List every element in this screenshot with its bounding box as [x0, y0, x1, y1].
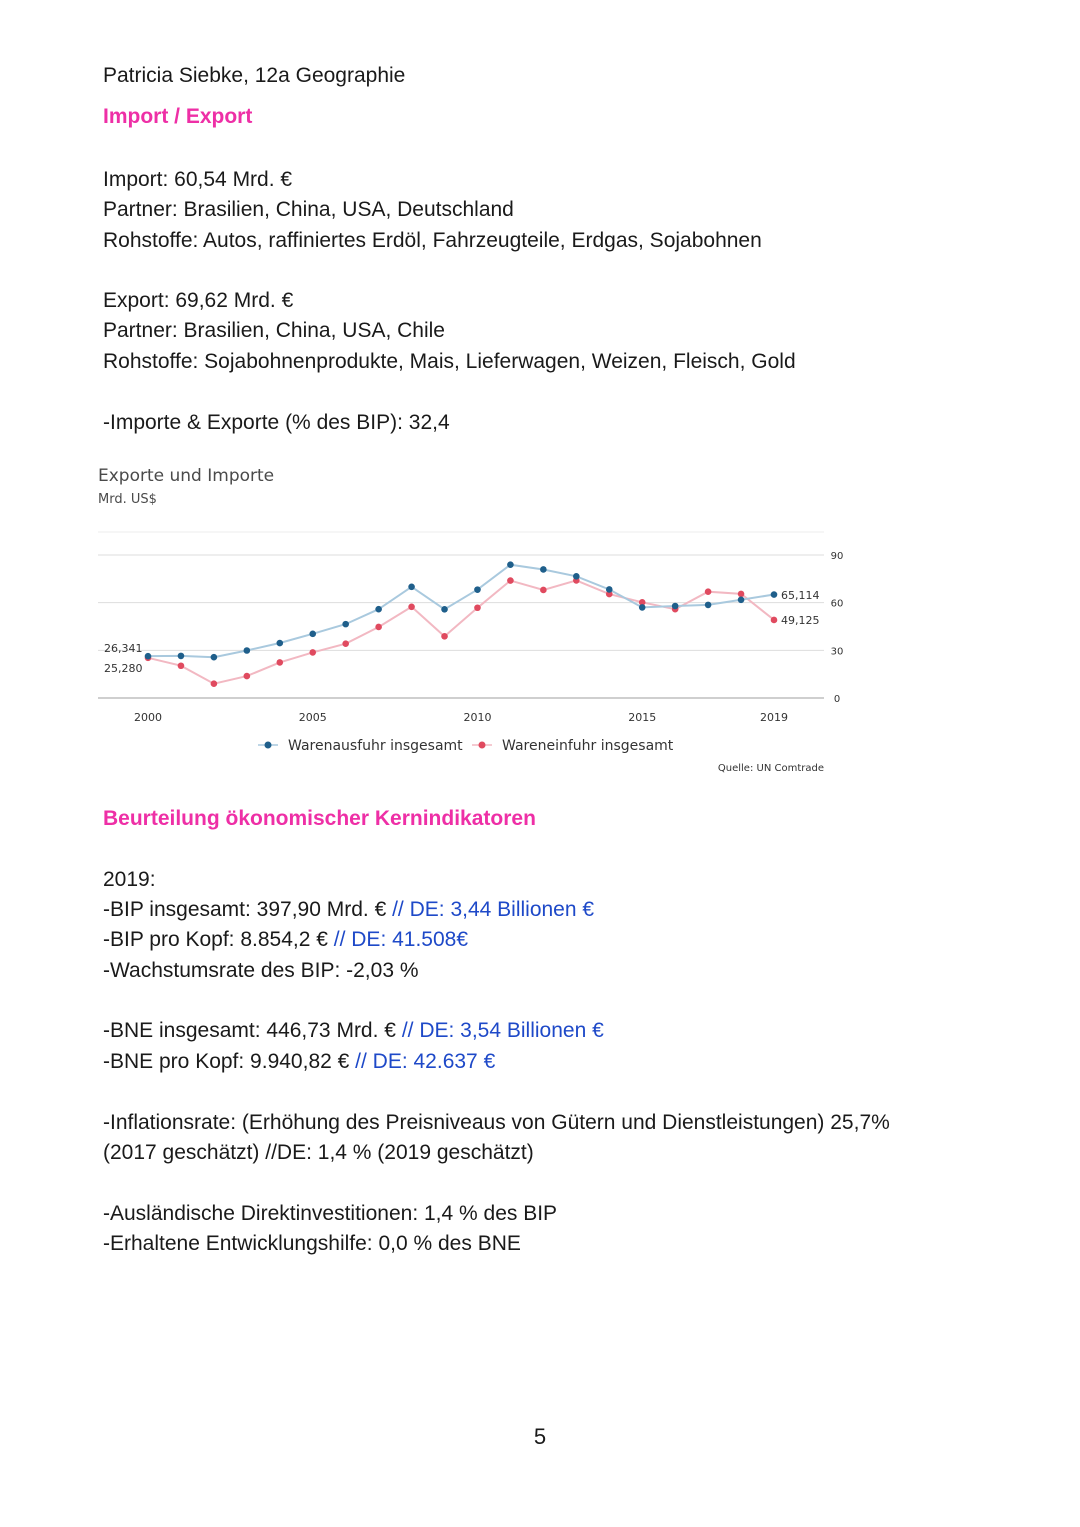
data-point-export [738, 597, 745, 604]
bip-capita: -BIP pro Kopf: 8.854,2 € [103, 928, 334, 951]
y-tick-label: 30 [830, 646, 844, 658]
bne-total-de: // DE: 3,54 Billionen € [401, 1019, 604, 1042]
bne-total-line [103, 1016, 604, 1047]
data-point-import [342, 640, 349, 647]
data-point-export [672, 603, 679, 610]
data-point-import [441, 633, 448, 640]
data-point-export [606, 586, 613, 593]
y-axis-ticks [831, 551, 844, 705]
data-point-import [705, 588, 712, 595]
section-title-indicators: Beurteilung ökonomischer Kernindikatoren [103, 807, 536, 830]
data-point-export [408, 583, 415, 590]
data-point-export [211, 654, 218, 661]
data-point-import [738, 591, 745, 598]
bne-capita: -BNE pro Kopf: 9.940,82 € [103, 1050, 356, 1073]
y-tick-label: 0 [833, 694, 841, 705]
data-point-export [573, 573, 580, 580]
data-point-export [705, 602, 712, 609]
inflation-line-1: -Inflationsrate: (Erhöhung des Preisniveaus von Gütern und Dienstleistungen) 25,7% [103, 1111, 890, 1134]
data-point-export [178, 653, 185, 660]
data-point-import [507, 577, 514, 584]
export-goods: Rohstoffe: Sojabohnenprodukte, Mais, Lieferwagen, Weizen, Fleisch, Gold [103, 350, 796, 373]
bne-total: -BNE insgesamt: 446,73 Mrd. € [103, 1019, 402, 1042]
x-tick-label: 2005 [298, 711, 327, 724]
import-value: Import: 60,54 Mrd. € [103, 168, 293, 191]
data-point-export [441, 606, 448, 613]
series-lines [148, 565, 774, 684]
data-point-import [375, 624, 382, 631]
y-tick-label: 60 [830, 598, 844, 610]
data-point-export [145, 653, 152, 660]
value-labels [104, 589, 820, 675]
data-point-export [474, 586, 481, 593]
x-tick-label: 2019 [760, 711, 788, 724]
data-point-export [309, 631, 316, 638]
data-point-export [540, 566, 547, 573]
x-tick-label: 2015 [628, 711, 657, 724]
import-goods: Rohstoffe: Autos, raffiniertes Erdöl, Fahrzeugteile, Erdgas, Sojabohnen [103, 229, 762, 252]
page-number: 5 [533, 1424, 547, 1449]
data-point-import [244, 673, 251, 680]
indicators-year: 2019: [103, 868, 156, 891]
data-point-import [474, 604, 481, 611]
author-line: Patricia Siebke, 12a Geographie [103, 64, 406, 87]
section-title-import-export: Import / Export [103, 105, 253, 128]
data-point-export [342, 621, 349, 628]
export-value: Export: 69,62 Mrd. € [103, 289, 294, 312]
data-point-export [244, 647, 251, 654]
bip-growth: -Wachstumsrate des BIP: -2,03 % [103, 959, 419, 982]
data-point-import [276, 659, 283, 666]
legend-export-label: Warenausfuhr insgesamt [288, 738, 463, 754]
bip-total-de: // DE: 3,44 Billionen € [392, 898, 595, 921]
data-point-export [771, 591, 778, 598]
label-last-import: 49,125 [781, 614, 820, 627]
inflation-line-2: (2017 geschätzt) //DE: 1,4 % (2019 geschätzt) [103, 1141, 534, 1164]
chart-source: Quelle: UN Comtrade [717, 763, 824, 774]
trade-chart [0, 520, 1080, 780]
trade-share: -Importe & Exporte (% des BIP): 32,4 [103, 411, 450, 434]
x-axis-ticks [134, 711, 788, 724]
bne-capita-de: // DE: 42.637 € [355, 1050, 496, 1073]
bne-capita-line [103, 1047, 495, 1078]
chart-unit: Mrd. US$ [98, 492, 157, 507]
chart-title: Exporte und Importe [98, 466, 275, 486]
legend [258, 738, 674, 754]
data-point-import [178, 662, 185, 669]
x-tick-label: 2000 [134, 711, 162, 724]
x-tick-label: 2010 [463, 711, 492, 724]
bip-capita-de: // DE: 41.508€ [333, 928, 469, 951]
export-partners: Partner: Brasilien, China, USA, Chile [103, 319, 445, 342]
legend-import-marker [479, 742, 486, 749]
import-partners: Partner: Brasilien, China, USA, Deutschland [103, 198, 514, 221]
series-points [145, 561, 778, 687]
chart-grid [98, 532, 824, 698]
data-point-import [309, 649, 316, 656]
data-point-export [276, 640, 283, 647]
legend-export-marker [265, 742, 272, 749]
fdi: -Ausländische Direktinvestitionen: 1,4 % des BIP [103, 1202, 558, 1225]
data-point-import [408, 603, 415, 610]
data-point-import [540, 587, 547, 594]
label-last-export: 65,114 [781, 589, 820, 602]
data-point-export [639, 604, 646, 611]
data-point-export [375, 606, 382, 613]
label-first-export: 26,341 [104, 642, 143, 655]
data-point-import [211, 680, 218, 687]
bip-total: -BIP insgesamt: 397,90 Mrd. € [103, 898, 393, 921]
bip-total-line [103, 895, 594, 926]
series-line-export [148, 565, 774, 658]
bip-capita-line [103, 925, 468, 956]
label-first-import: 25,280 [104, 662, 143, 675]
series-line-import [148, 580, 774, 683]
y-tick-label: 90 [830, 551, 844, 562]
data-point-import [771, 617, 778, 624]
legend-import-label: Wareneinfuhr insgesamt [502, 738, 674, 754]
development-aid: -Erhaltene Entwicklungshilfe: 0,0 % des BNE [103, 1232, 521, 1255]
data-point-export [507, 561, 514, 568]
